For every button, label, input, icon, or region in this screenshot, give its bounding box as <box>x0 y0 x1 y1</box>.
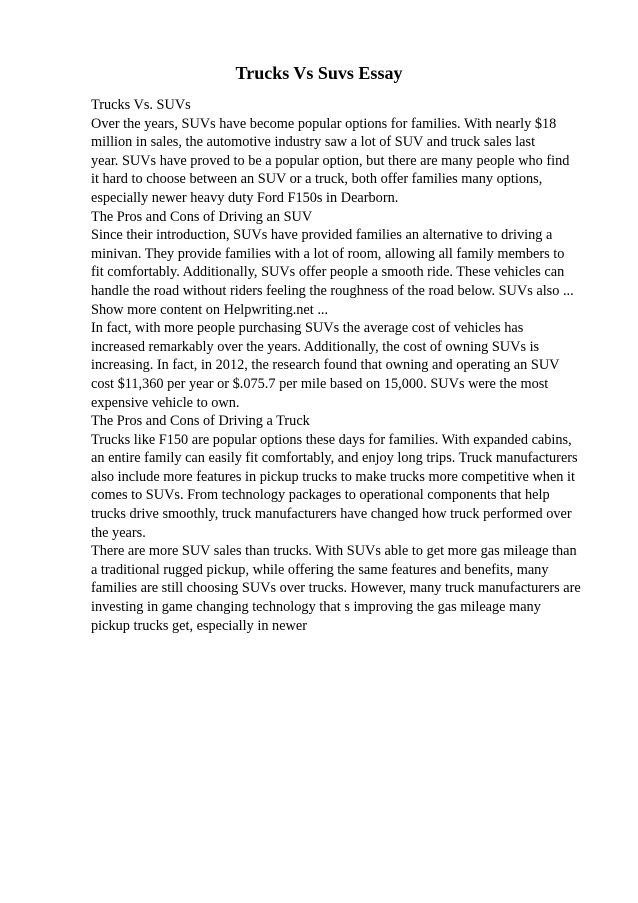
text-line: handle the road without riders feeling the roughness of the road below. SUVs also ... <box>91 282 574 299</box>
text-line: trucks drive smoothly, truck manufacturers have changed how truck performed over <box>91 506 572 523</box>
text-line: increasing. In fact, in 2012, the research found that owning and operating an SUV <box>91 357 560 374</box>
text-line: year. SUVs have proved to be a popular option, but there are many people who find <box>91 152 570 169</box>
text-line: pickup trucks get, especially in newer <box>91 617 307 634</box>
text-line: cost $11,360 per year or $.075.7 per mile based on 15,000. SUVs were the most <box>91 375 549 392</box>
text-line: In fact, with more people purchasing SUVs the average cost of vehicles has <box>91 320 524 337</box>
document-title: Trucks Vs Suvs Essay <box>235 63 403 83</box>
text-line: a traditional rugged pickup, while offering the same features and benefits, many <box>91 561 549 578</box>
show-more-text: Show more content on Helpwriting.net ... <box>91 301 329 318</box>
text-line: There are more SUV sales than trucks. With SUVs able to get more gas mileage than <box>91 543 577 560</box>
document-body <box>91 96 591 635</box>
text-line: families are still choosing SUVs over trucks. However, many truck manufacturers are <box>91 580 581 597</box>
text-line: investing in game changing technology that s improving the gas mileage many <box>91 599 541 616</box>
text-line: comes to SUVs. From technology packages to operational components that help <box>91 487 550 504</box>
text-line: minivan. They provide families with a lot of room, allowing all family members to <box>91 245 565 262</box>
text-line: Over the years, SUVs have become popular options for families. With nearly $18 <box>91 115 557 132</box>
text-line: million in sales, the automotive industry saw a lot of SUV and truck sales last <box>91 134 536 151</box>
text-line: increased remarkably over the years. Additionally, the cost of owning SUVs is <box>91 338 540 355</box>
text-line: the years. <box>91 524 146 541</box>
heading-trucks-vs-suvs: Trucks Vs. SUVs <box>91 97 191 113</box>
text-line: especially newer heavy duty Ford F150s in Dearborn. <box>91 189 399 206</box>
heading-pros-cons-suv: The Pros and Cons of Driving an SUV <box>91 208 313 225</box>
heading-pros-cons-truck: The Pros and Cons of Driving a Truck <box>91 413 310 430</box>
text-line: it hard to choose between an SUV or a truck, both offer families many options, <box>91 171 543 188</box>
text-line: Since their introduction, SUVs have provided families an alternative to driving a <box>91 227 553 244</box>
text-line: an entire family can easily fit comfortably, and enjoy long trips. Truck manufacturers <box>91 450 578 467</box>
text-line: fit comfortably. Additionally, SUVs offer people a smooth ride. These vehicles can <box>91 264 565 281</box>
text-line: Trucks like F150 are popular options these days for families. With expanded cabins, <box>91 431 572 448</box>
text-line: expensive vehicle to own. <box>91 394 240 411</box>
text-line: also include more features in pickup trucks to make trucks more competitive when it <box>91 468 575 485</box>
